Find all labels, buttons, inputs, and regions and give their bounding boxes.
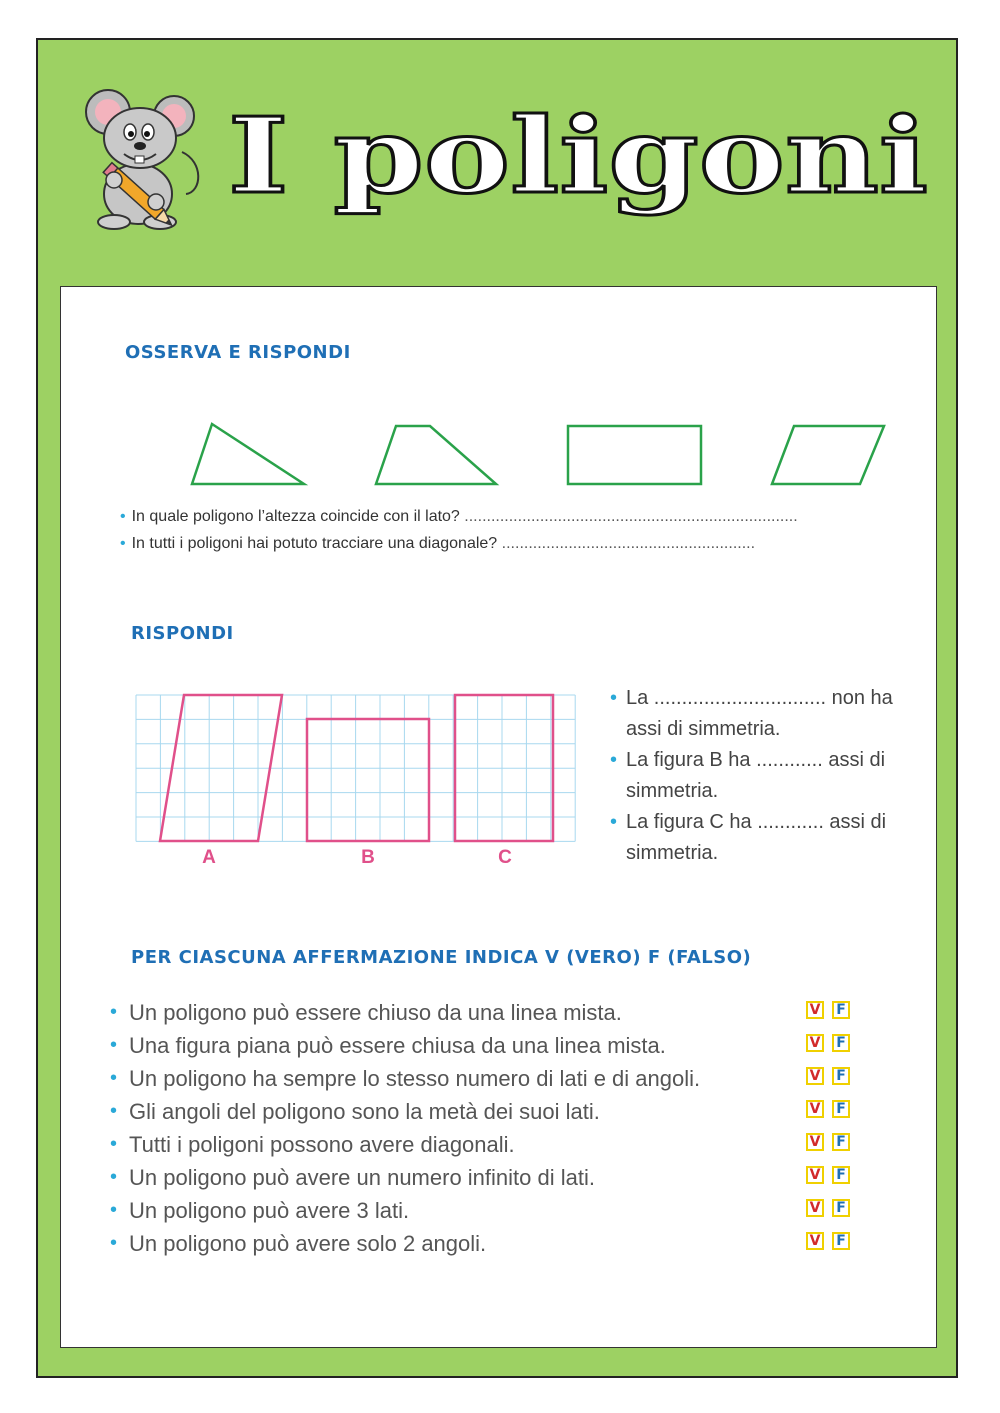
list-item: • Una figura piana può essere chiusa da una linea mista. V F	[110, 1029, 870, 1062]
statement-text: Gli angoli del poligono sono la metà dei suoi lati.	[129, 1099, 600, 1124]
true-checkbox[interactable]: V	[806, 1166, 824, 1184]
list-item: • Tutti i poligoni possono avere diagonali. V F	[110, 1128, 870, 1161]
symmetry-question: • La figura C ha ............ assi di simmetria.	[610, 811, 887, 864]
statement-text: Un poligono può avere solo 2 angoli.	[129, 1231, 487, 1256]
grid-lines	[136, 695, 575, 841]
mouse-mascot-illustration	[74, 82, 214, 232]
false-checkbox[interactable]: F	[832, 1067, 850, 1085]
false-checkbox[interactable]: F	[832, 1166, 850, 1184]
symmetry-question-text: La figura B ha ............ assi di simmetria.	[626, 749, 886, 802]
section-heading-answer: RISPONDI	[131, 623, 234, 644]
true-checkbox[interactable]: V	[806, 1133, 824, 1151]
figure-label-a: A	[202, 847, 216, 868]
list-item: • Un poligono può avere solo 2 angoli. V F	[110, 1227, 870, 1260]
symmetry-question: • La ............................... non ha assi di simmetria.	[610, 687, 893, 740]
question-text: In tutti i poligoni hai potuto tracciare una diagonale?	[131, 535, 498, 552]
figure-label-c: C	[498, 847, 512, 868]
true-checkbox[interactable]: V	[806, 1199, 824, 1217]
polygon-shapes	[180, 418, 900, 494]
symmetry-questions	[610, 683, 910, 869]
question-text: In quale poligono l’altezza coincide con il lato?	[131, 508, 460, 525]
true-false-list	[110, 996, 870, 1260]
symmetry-question: • La figura B ha ............ assi di simmetria.	[610, 749, 886, 802]
true-checkbox[interactable]: V	[806, 1034, 824, 1052]
statement-text: Un poligono può essere chiuso da una linea mista.	[129, 1000, 622, 1025]
statement-text: Un poligono può avere 3 lati.	[129, 1198, 410, 1223]
false-checkbox[interactable]: F	[832, 1232, 850, 1250]
list-item: • Un poligono ha sempre lo stesso numero di lati e di angoli. V F	[110, 1062, 870, 1095]
list-item: • Un poligono può essere chiuso da una linea mista. V F	[110, 996, 870, 1029]
false-checkbox[interactable]: F	[832, 1034, 850, 1052]
symmetry-grid-figure	[130, 690, 590, 875]
statement-text: Un poligono può avere un numero infinito di lati.	[129, 1165, 595, 1190]
page-title	[228, 96, 938, 226]
false-checkbox[interactable]: F	[832, 1133, 850, 1151]
statement-text: Una figura piana può essere chiusa da una linea mista.	[129, 1033, 666, 1058]
statement-text: Un poligono ha sempre lo stesso numero di lati e di angoli.	[129, 1066, 701, 1091]
trapezoid-shape	[376, 426, 496, 484]
symmetry-question-text: La ............................... non ha assi di simmetria.	[626, 687, 893, 740]
question-line: • In quale poligono l’altezza coincide con il lato? ...........................................................................	[120, 508, 798, 525]
answer-blank[interactable]: ...........................................................................	[464, 508, 798, 525]
section-heading-observe: OSSERVA E RISPONDI	[125, 342, 351, 363]
page-title-text: I poligoni	[228, 94, 929, 217]
section-heading-true-false: PER CIASCUNA AFFERMAZIONE INDICA V (VERO) F (FALSO)	[131, 947, 752, 968]
true-checkbox[interactable]: V	[806, 1001, 824, 1019]
false-checkbox[interactable]: F	[832, 1001, 850, 1019]
false-checkbox[interactable]: F	[832, 1199, 850, 1217]
true-checkbox[interactable]: V	[806, 1100, 824, 1118]
symmetry-question-text: La figura C ha ............ assi di simmetria.	[626, 811, 887, 864]
list-item: • Gli angoli del poligono sono la metà dei suoi lati. V F	[110, 1095, 870, 1128]
triangle-shape	[192, 424, 304, 484]
statement-text: Tutti i poligoni possono avere diagonali.	[129, 1132, 515, 1157]
list-item: • Un poligono può avere un numero infinito di lati. V F	[110, 1161, 870, 1194]
figure-b-square	[307, 719, 429, 841]
question-line: • In tutti i poligoni hai potuto tracciare una diagonale? .........................................................	[120, 535, 756, 552]
rectangle-shape	[568, 426, 701, 484]
true-checkbox[interactable]: V	[806, 1067, 824, 1085]
false-checkbox[interactable]: F	[832, 1100, 850, 1118]
answer-blank[interactable]: .........................................................	[501, 535, 756, 552]
parallelogram-shape	[772, 426, 884, 484]
figure-label-b: B	[361, 847, 375, 868]
list-item: • Un poligono può avere 3 lati. V F	[110, 1194, 870, 1227]
true-checkbox[interactable]: V	[806, 1232, 824, 1250]
